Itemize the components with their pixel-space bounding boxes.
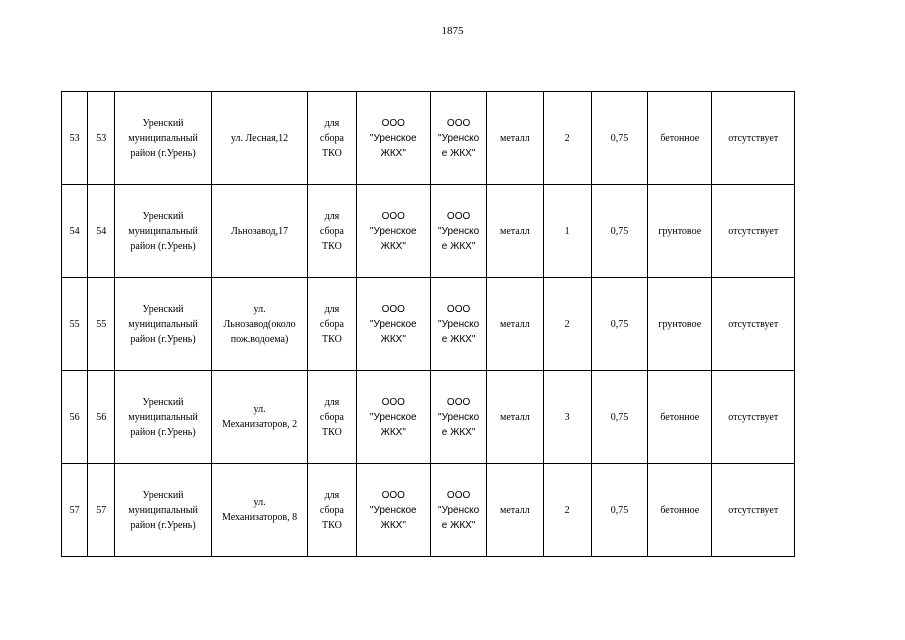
cell-owner <box>356 92 430 185</box>
cell-site-id: 54 <box>88 185 115 278</box>
cell-container-volume: 0,75 <box>591 278 647 371</box>
cell-surface-type: грунтовое <box>648 278 712 371</box>
cell-surface-type: бетонное <box>648 464 712 557</box>
cell-district <box>115 185 212 278</box>
cell-row-number: 53 <box>62 92 88 185</box>
cell-operator <box>430 371 486 464</box>
cell-material: металл <box>487 278 543 371</box>
cell-material: металл <box>487 371 543 464</box>
cell-address <box>211 371 308 464</box>
cell-operator-line: е ЖКХ" <box>441 240 476 252</box>
cell-operator-line: "Уренско <box>438 225 480 237</box>
cell-address-line: Льнозавод(около <box>223 318 296 330</box>
cell-operator <box>430 185 486 278</box>
cell-operator-line: ООО <box>446 489 471 501</box>
cell-owner-line: ЖКХ" <box>380 333 406 345</box>
table-row <box>62 92 795 185</box>
cell-material: металл <box>487 92 543 185</box>
cell-purpose <box>308 371 356 464</box>
cell-purpose-line: ТКО <box>322 147 342 159</box>
table-row <box>62 185 795 278</box>
cell-address <box>211 92 308 185</box>
cell-operator <box>430 464 486 557</box>
cell-container-volume: 0,75 <box>591 185 647 278</box>
cell-site-id: 56 <box>88 371 115 464</box>
cell-purpose-line: для <box>324 117 340 129</box>
cell-operator-line: е ЖКХ" <box>441 519 476 531</box>
cell-container-count: 2 <box>543 464 591 557</box>
cell-purpose <box>308 278 356 371</box>
cell-address-line: Льнозавод,17 <box>231 225 289 237</box>
cell-purpose-line: сбора <box>319 225 344 237</box>
cell-address-line: ул. <box>253 303 266 315</box>
cell-fence: отсутствует <box>712 464 795 557</box>
cell-owner-line: ООО <box>381 396 405 408</box>
cell-district-line: район (г.Урень) <box>130 240 196 252</box>
table-row <box>62 371 795 464</box>
cell-material: металл <box>487 464 543 557</box>
cell-fence: отсутствует <box>712 92 795 185</box>
cell-container-volume: 0,75 <box>591 92 647 185</box>
cell-district-line: муниципальный <box>128 504 198 516</box>
cell-owner-line: "Уренское <box>369 318 417 330</box>
cell-district-line: район (г.Урень) <box>130 519 196 531</box>
cell-district-line: район (г.Урень) <box>130 333 196 345</box>
cell-purpose-line: ТКО <box>322 426 342 438</box>
cell-container-count: 2 <box>543 92 591 185</box>
cell-container-count: 2 <box>543 278 591 371</box>
cell-address-line: ул. <box>253 497 266 508</box>
cell-operator-line: е ЖКХ" <box>441 333 476 345</box>
cell-owner <box>356 464 430 557</box>
cell-owner-line: "Уренское <box>369 411 417 423</box>
cell-address-line: ул. Лесная,12 <box>230 132 289 144</box>
cell-purpose-line: сбора <box>319 132 344 144</box>
cell-district <box>115 464 212 557</box>
page-number: 1875 <box>441 25 464 37</box>
cell-operator <box>430 92 486 185</box>
cell-district-line: Уренский <box>142 489 184 501</box>
cell-district-line: Уренский <box>142 117 184 129</box>
cell-owner-line: ООО <box>381 489 405 501</box>
cell-site-id: 57 <box>88 464 115 557</box>
cell-district-line: район (г.Урень) <box>130 147 196 159</box>
cell-district-line: муниципальный <box>128 132 198 144</box>
cell-operator-line: "Уренско <box>438 318 480 330</box>
cell-surface-type: бетонное <box>648 371 712 464</box>
cell-fence: отсутствует <box>712 278 795 371</box>
cell-surface-type: бетонное <box>648 92 712 185</box>
cell-purpose-line: для <box>324 303 340 315</box>
cell-operator-line: ООО <box>446 303 471 315</box>
cell-district-line: Уренский <box>142 396 184 408</box>
cell-district-line: муниципальный <box>128 318 198 330</box>
cell-row-number: 55 <box>62 278 88 371</box>
cell-purpose-line: сбора <box>319 318 344 330</box>
cell-owner <box>356 185 430 278</box>
cell-container-count: 1 <box>543 185 591 278</box>
cell-purpose-line: для <box>324 210 340 222</box>
cell-district <box>115 278 212 371</box>
cell-owner-line: ЖКХ" <box>380 240 406 252</box>
cell-purpose <box>308 464 356 557</box>
cell-purpose-line: ТКО <box>322 333 342 345</box>
cell-address-line: ул. <box>253 404 266 415</box>
cell-purpose <box>308 185 356 278</box>
table-row <box>62 464 795 557</box>
cell-operator-line: е ЖКХ" <box>441 147 476 159</box>
cell-row-number: 57 <box>62 464 88 557</box>
cell-district-line: муниципальный <box>128 225 198 237</box>
cell-purpose-line: ТКО <box>322 519 342 531</box>
cell-operator-line: "Уренско <box>438 132 480 144</box>
cell-owner-line: "Уренское <box>369 225 417 237</box>
cell-site-id: 55 <box>88 278 115 371</box>
cell-purpose-line: для <box>324 396 340 408</box>
cell-purpose-line: ТКО <box>322 240 342 252</box>
cell-district-line: район (г.Урень) <box>130 426 196 438</box>
cell-operator-line: ООО <box>446 396 471 408</box>
cell-owner-line: "Уренское <box>369 504 417 516</box>
cell-purpose-line: сбора <box>319 411 344 423</box>
cell-surface-type: грунтовое <box>648 185 712 278</box>
cell-address-line: пож.водоема) <box>230 333 289 345</box>
cell-address <box>211 464 308 557</box>
cell-district-line: Уренский <box>142 210 184 222</box>
cell-address-line: Механизаторов, 8 <box>221 512 298 523</box>
cell-site-id: 53 <box>88 92 115 185</box>
cell-purpose-line: для <box>324 489 340 501</box>
cell-district-line: муниципальный <box>128 411 198 423</box>
cell-address <box>211 278 308 371</box>
cell-owner-line: ООО <box>381 303 405 315</box>
cell-operator-line: "Уренско <box>438 411 480 423</box>
cell-operator-line: е ЖКХ" <box>441 426 476 438</box>
cell-row-number: 54 <box>62 185 88 278</box>
cell-container-volume: 0,75 <box>591 371 647 464</box>
cell-fence: отсутствует <box>712 185 795 278</box>
cell-address-line: Механизаторов, 2 <box>221 419 298 430</box>
cell-operator-line: "Уренско <box>438 504 480 516</box>
cell-owner-line: ЖКХ" <box>380 426 406 438</box>
cell-operator-line: ООО <box>446 210 471 222</box>
cell-fence: отсутствует <box>712 371 795 464</box>
cell-owner <box>356 278 430 371</box>
cell-operator-line: ООО <box>446 117 471 129</box>
table-row <box>62 278 795 371</box>
cell-material: металл <box>487 185 543 278</box>
cell-purpose-line: сбора <box>319 504 344 516</box>
cell-purpose <box>308 92 356 185</box>
cell-owner-line: ООО <box>381 117 405 129</box>
cell-owner-line: ЖКХ" <box>380 519 406 531</box>
cell-owner-line: ЖКХ" <box>380 147 406 159</box>
cell-owner <box>356 371 430 464</box>
cell-address <box>211 185 308 278</box>
cell-row-number: 56 <box>62 371 88 464</box>
cell-district-line: Уренский <box>142 303 184 315</box>
cell-container-volume: 0,75 <box>591 464 647 557</box>
cell-district <box>115 371 212 464</box>
waste-sites-table <box>61 91 795 557</box>
cell-district <box>115 92 212 185</box>
cell-container-count: 3 <box>543 371 591 464</box>
cell-owner-line: ООО <box>381 210 405 222</box>
cell-operator <box>430 278 486 371</box>
cell-owner-line: "Уренское <box>369 132 417 144</box>
